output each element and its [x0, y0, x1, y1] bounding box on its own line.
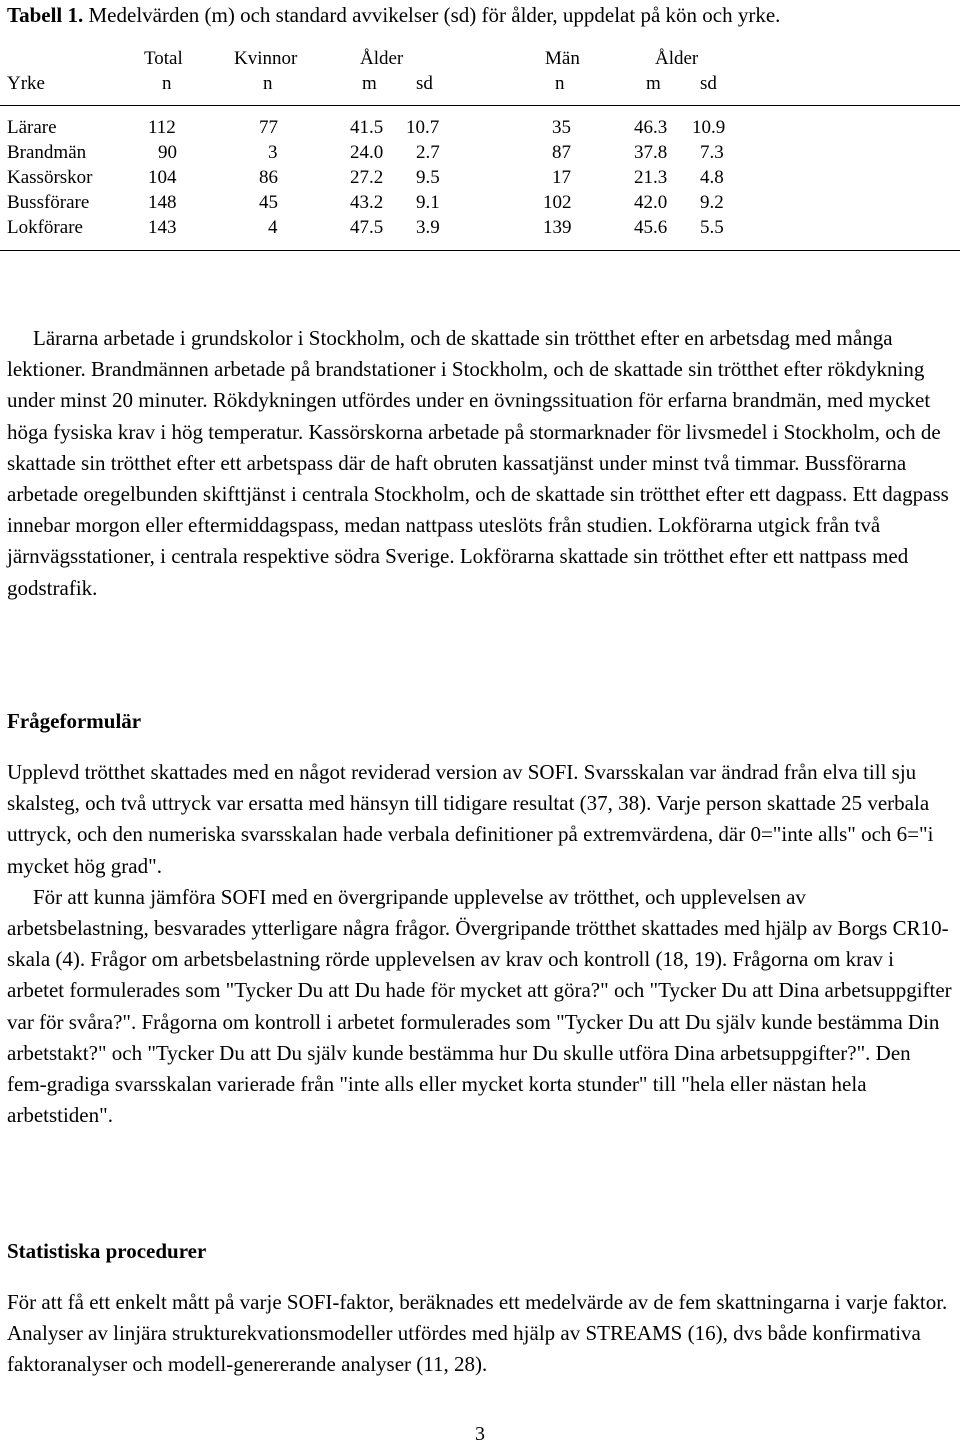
cell-men-n: 17: [552, 167, 571, 188]
header-divider: [0, 105, 960, 106]
cell-total-n: 112: [148, 117, 176, 138]
cell-women-sd: 9.5: [416, 167, 440, 188]
header-women-age: Ålder: [360, 48, 404, 69]
occupation-description: [7, 323, 952, 604]
cell-men-m: 37.8: [634, 142, 668, 163]
cell-men-n: 102: [543, 192, 572, 213]
table-bottom-rule: [0, 250, 960, 251]
cell-yrke: Lokförare: [7, 217, 83, 238]
cell-men-n: 35: [552, 117, 571, 138]
statistics-body: [7, 1287, 952, 1381]
cell-women-n: 4: [268, 217, 278, 238]
description-paragraph: Lärarna arbetade i grundskolor i Stockholm, och de skattade sin trötthet efter en arbetsdag med många lektioner. Brandmännen arbetade på brandstationer i Stockholm, och de skattade sin trötthet efter rökdykning under minst 20 minuter. Rökdykningen utfördes under en övningssituation för erfarna brandmän, med mycket höga fysiska krav i hög temperatur. Kassörskorna arbetade på stormarknader för livsmedel i Stockholm, och de skattade sin trötthet efter ett arbetspass där de haft obruten kassatjänst under minst två timmar. Bussförarna arbetade oregelbunden skifttjänst i centrala Stockholm, och de skattade sin trötthet efter ett dagpass. Ett dagpass innebar morgon eller eftermiddagspass, medan nattpass uteslöts från studien. Lokförarna utgick från två järnvägsstationer, i centrala respektive södra Sverige. Lokförarna skattade sin trötthet efter ett nattpass med godstrafik.: [7, 326, 949, 600]
cell-men-m: 46.3: [634, 117, 668, 138]
cell-women-m: 41.5: [350, 117, 384, 138]
header-men-age: Ålder: [655, 48, 699, 69]
header-men-m: m: [646, 73, 661, 94]
cell-women-n: 86: [259, 167, 278, 188]
cell-women-m: 43.2: [350, 192, 384, 213]
header-women: Kvinnor: [234, 48, 298, 69]
header-women-m: m: [362, 73, 377, 94]
header-women-n: n: [263, 73, 273, 94]
cell-men-m: 21.3: [634, 167, 668, 188]
cell-men-m: 42.0: [634, 192, 668, 213]
cell-women-sd: 9.1: [416, 192, 440, 213]
cell-yrke: Bussförare: [7, 192, 90, 213]
table-caption: [7, 0, 780, 30]
cell-women-m: 27.2: [350, 167, 384, 188]
cell-yrke: Kassörskor: [7, 167, 93, 188]
cell-men-n: 87: [552, 142, 571, 163]
header-women-sd: sd: [416, 73, 433, 94]
table-caption-label: Tabell 1.: [7, 3, 84, 27]
questionnaire-paragraph-1: Upplevd trötthet skattades med en något reviderad version av SOFI. Svarsskalan var ändrad från elva till sju skalsteg, och två uttryck var ersatta med hänsyn till tidigare resultat (37, 38). Varje person skattade 25 verbala uttryck, och den numeriska svarsskalan hade verbala definitioner på extremvärdena, där 0="inte alls" och 6="i mycket hög grad".: [7, 760, 934, 878]
cell-men-sd: 9.2: [700, 192, 724, 213]
header-total: Total: [144, 48, 183, 69]
age-table: [0, 44, 960, 244]
cell-women-sd: 3.9: [416, 217, 440, 238]
cell-men-sd: 5.5: [700, 217, 724, 238]
cell-women-m: 24.0: [350, 142, 384, 163]
statistics-paragraph: För att få ett enkelt mått på varje SOFI-faktor, beräknades ett medelvärde av de fem skattningarna i varje faktor. Analyser av linjära strukturekvationsmodeller utfördes med hjälp av STREAMS (16), dvs både konfirmativa faktoranalyser och modell-genererande analyser (11, 28).: [7, 1290, 948, 1377]
cell-yrke: Brandmän: [7, 142, 87, 163]
cell-men-m: 45.6: [634, 217, 668, 238]
header-occupation: Yrke: [7, 73, 45, 94]
cell-total-n: 148: [148, 192, 177, 213]
questionnaire-paragraph-2: För att kunna jämföra SOFI med en övergripande upplevelse av trötthet, och upplevelsen av arbetsbelastning, besvarades ytterligare några frågor. Övergripande trötthet skattades med hjälp av Borgs CR10-skala (4). Frågor om arbetsbelastning rörde upplevelsen av krav och kontroll (18, 19). Frågorna om krav i arbetet formulerades som "Tycker Du att Du hade för mycket att göra?" och "Tycker Du att Dina arbetsuppgifter var för svåra?". Frågorna om kontroll i arbetet formulerades som "Tycker Du att Du själv kunde bestämma Din arbetstakt?" och "Tycker Du att Du själv kunde bestämma hur Du skulle utföra Dina arbetsuppgifter?". Den fem-gradiga svarsskalan varierade från "inte alls eller mycket korta stunder" till "hela eller nästan hela arbetstiden".: [7, 884, 952, 1128]
cell-women-sd: 10.7: [406, 117, 440, 138]
cell-total-n: 104: [148, 167, 177, 188]
cell-men-sd: 7.3: [700, 142, 724, 163]
cell-men-n: 139: [543, 217, 572, 238]
header-men-sd: sd: [700, 73, 717, 94]
cell-women-n: 77: [259, 117, 278, 138]
cell-women-m: 47.5: [350, 217, 384, 238]
cell-total-n: 90: [158, 142, 177, 163]
cell-men-sd: 10.9: [692, 117, 726, 138]
header-men-n: n: [555, 73, 565, 94]
cell-total-n: 143: [148, 217, 177, 238]
header-total-n: n: [162, 73, 172, 94]
questionnaire-body: [7, 757, 952, 1131]
cell-women-n: 3: [268, 142, 278, 163]
section-heading-questionnaire: Frågeformulär: [7, 709, 142, 733]
header-men: Män: [545, 48, 580, 69]
cell-women-sd: 2.7: [416, 142, 440, 163]
cell-women-n: 45: [259, 192, 278, 213]
cell-yrke: Lärare: [7, 117, 57, 138]
section-heading-statistics: Statistiska procedurer: [7, 1239, 207, 1263]
page-number: 3: [475, 1423, 485, 1445]
table-caption-text: Medelvärden (m) och standard avvikelser (sd) för ålder, uppdelat på kön och yrke.: [88, 3, 781, 27]
cell-men-sd: 4.8: [700, 167, 724, 188]
